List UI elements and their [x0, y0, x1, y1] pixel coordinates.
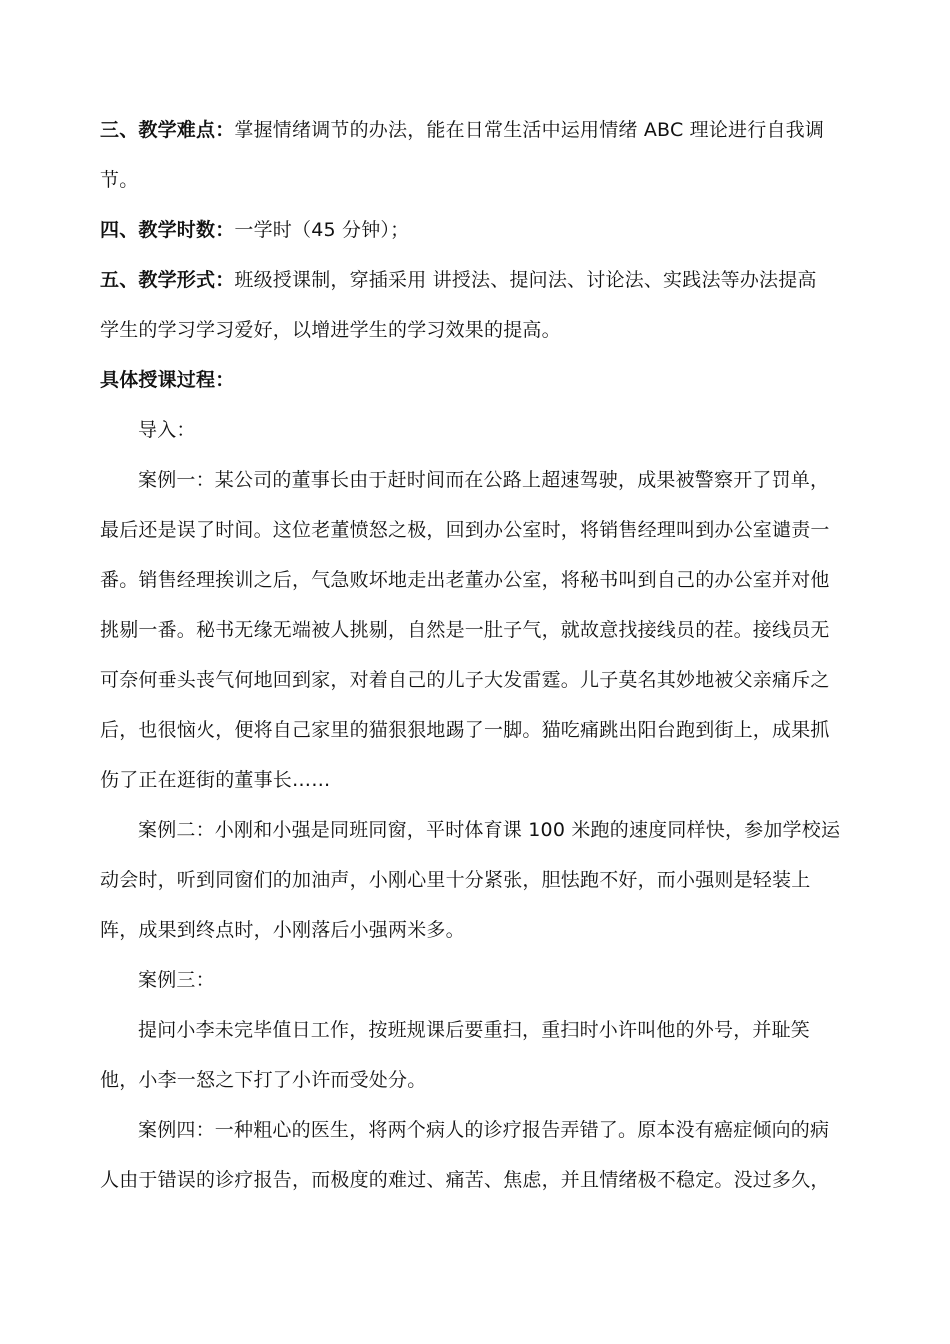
- section-5-text: 班级授课制，穿插采用 讲授法、提问法、讨论法、实践法等办法提高: [234, 269, 817, 291]
- section-4-label: 四、教学时数：: [100, 219, 235, 241]
- section-3-line-2: 节。: [100, 169, 139, 191]
- document-page: [100, 105, 841, 1205]
- case3-line: 提问小李未完毕值日工作，按班规课后要重扫，重扫时小许叫他的外号，并耻笑: [138, 1019, 811, 1041]
- case3-title: 案例三：: [138, 969, 215, 991]
- section-5-label: 五、教学形式：: [100, 269, 235, 291]
- case2-line: 案例二：小刚和小强是同班同窗，平时体育课 100 米跑的速度同样快，参加学校运: [138, 819, 841, 841]
- section-4-line: [100, 205, 830, 255]
- section-3-label: 三、教学难点：: [100, 119, 235, 141]
- case1-line: 最后还是误了时间。这位老董愤怒之极，回到办公室时，将销售经理叫到办公室谴责一: [100, 519, 830, 541]
- case2-line: 阵，成果到终点时，小刚落后小强两米多。: [100, 919, 465, 941]
- section-5-line-2: 学生的学习学习爱好，以增进学生的学习效果的提高。: [100, 319, 561, 341]
- section-3-text: 掌握情绪调节的办法，能在日常生活中运用情绪 ABC 理论进行自我调: [234, 119, 825, 141]
- case1-line: 案例一：某公司的董事长由于赶时间而在公路上超速驾驶，成果被警察开了罚单，: [138, 469, 830, 491]
- section-4-text: 一学时（45 分钟）；: [234, 219, 410, 241]
- section-5-line-1: [100, 255, 830, 305]
- intro-label: 导入：: [138, 419, 196, 441]
- case4-line: 人由于错误的诊疗报告，而极度的难过、痛苦、焦虑，并且情绪极不稳定。没过多久，: [100, 1169, 830, 1191]
- case1-line: 伤了正在逛街的董事长……: [100, 769, 331, 791]
- case3-line: 他，小李一怒之下打了小许而受处分。: [100, 1069, 427, 1091]
- case1-line: 后，也很恼火，便将自己家里的猫狠狠地踢了一脚。猫吃痛跳出阳台跑到街上，成果抓: [100, 719, 830, 741]
- case1-line: 番。销售经理挨训之后，气急败坏地走出老董办公室，将秘书叫到自己的办公室并对他: [100, 569, 830, 591]
- case4-line: 案例四：一种粗心的医生，将两个病人的诊疗报告弄错了。原本没有癌症倾向的病: [138, 1119, 830, 1141]
- case1-line: 可奈何垂头丧气何地回到家，对着自己的儿子大发雷霆。儿子莫名其妙地被父亲痛斥之: [100, 669, 830, 691]
- section-3-line-1: [100, 105, 830, 155]
- case1-line: 挑剔一番。秘书无缘无端被人挑剔，自然是一肚子气，就故意找接线员的茬。接线员无: [100, 619, 830, 641]
- case2-line: 动会时，听到同窗们的加油声，小刚心里十分紧张，胆怯跑不好，而小强则是轻装上: [100, 869, 811, 891]
- process-heading: 具体授课过程：: [100, 369, 235, 391]
